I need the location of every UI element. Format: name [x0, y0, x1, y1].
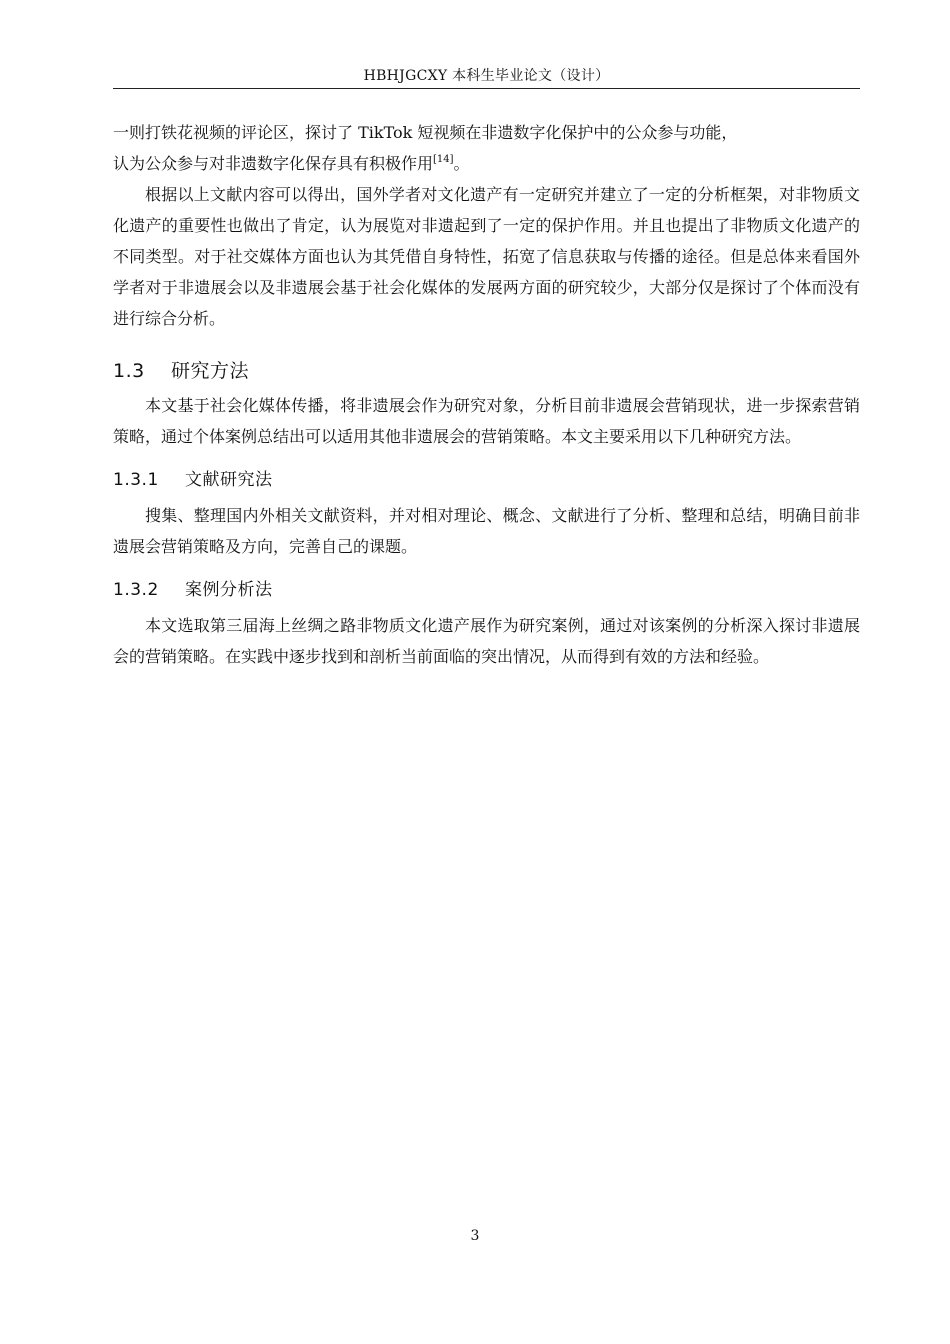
paragraph-line: 一则打铁花视频的评论区，探讨了 TikTok 短视频在非遗数字化保护中的公众参与功能， [113, 123, 738, 142]
paragraph-case-method: 本文选取第三届海上丝绸之路非物质文化遗产展作为研究案例，通过对该案例的分析深入探讨非遗展会的营销策略。在实践中逐步找到和剖析当前面临的突出情况，从而得到有效的方法和经验。 [113, 616, 860, 666]
citation-ref: [14] [433, 154, 454, 165]
subsection-number: 1.3.2 [113, 580, 159, 600]
subsection-title: 案例分析法 [185, 580, 273, 600]
paragraph-literature-method: 搜集、整理国内外相关文献资料，并对相对理论、概念、文献进行了分析、整理和总结，明确目前非遗展会营销策略及方向，完善自己的课题。 [113, 506, 860, 556]
paragraph-continuation [113, 117, 860, 179]
subsection-number: 1.3.1 [113, 470, 159, 490]
section-heading-1-3-2 [113, 576, 860, 604]
header-title: HBHJGCXY 本科生毕业论文（设计） [363, 68, 610, 84]
paragraph-punct: 。 [453, 154, 470, 173]
section-heading-1-3 [113, 356, 860, 386]
paragraph-summary: 根据以上文献内容可以得出，国外学者对文化遗产有一定研究并建立了一定的分析框架，对非物质文化遗产的重要性也做出了肯定，认为展览对非遗起到了一定的保护作用。并且也提出了非物质文化遗产的不同类型。对于社交媒体方面也认为其凭借自身特性，拓宽了信息获取与传播的途径。但是总体来看国外学者对于非遗展会以及非遗展会基于社会化媒体的发展两方面的研究较少，大部分仅是探讨了个体而没有进行综合分析。 [113, 185, 860, 328]
page-number: 3 [470, 1228, 480, 1244]
header-rule [113, 88, 860, 89]
section-number: 1.3 [113, 360, 145, 382]
paragraph-methods: 本文基于社会化媒体传播，将非遗展会作为研究对象，分析目前非遗展会营销现状，进一步探索营销策略，通过个体案例总结出可以适用其他非遗展会的营销策略。本文主要采用以下几种研究方法。 [113, 396, 860, 446]
paragraph-line: 认为公众参与对非遗数字化保存具有积极作用 [113, 154, 434, 173]
page-body [113, 117, 860, 672]
running-header [113, 66, 860, 90]
section-title: 研究方法 [171, 360, 250, 382]
section-heading-1-3-1 [113, 466, 860, 494]
subsection-title: 文献研究法 [185, 470, 273, 490]
